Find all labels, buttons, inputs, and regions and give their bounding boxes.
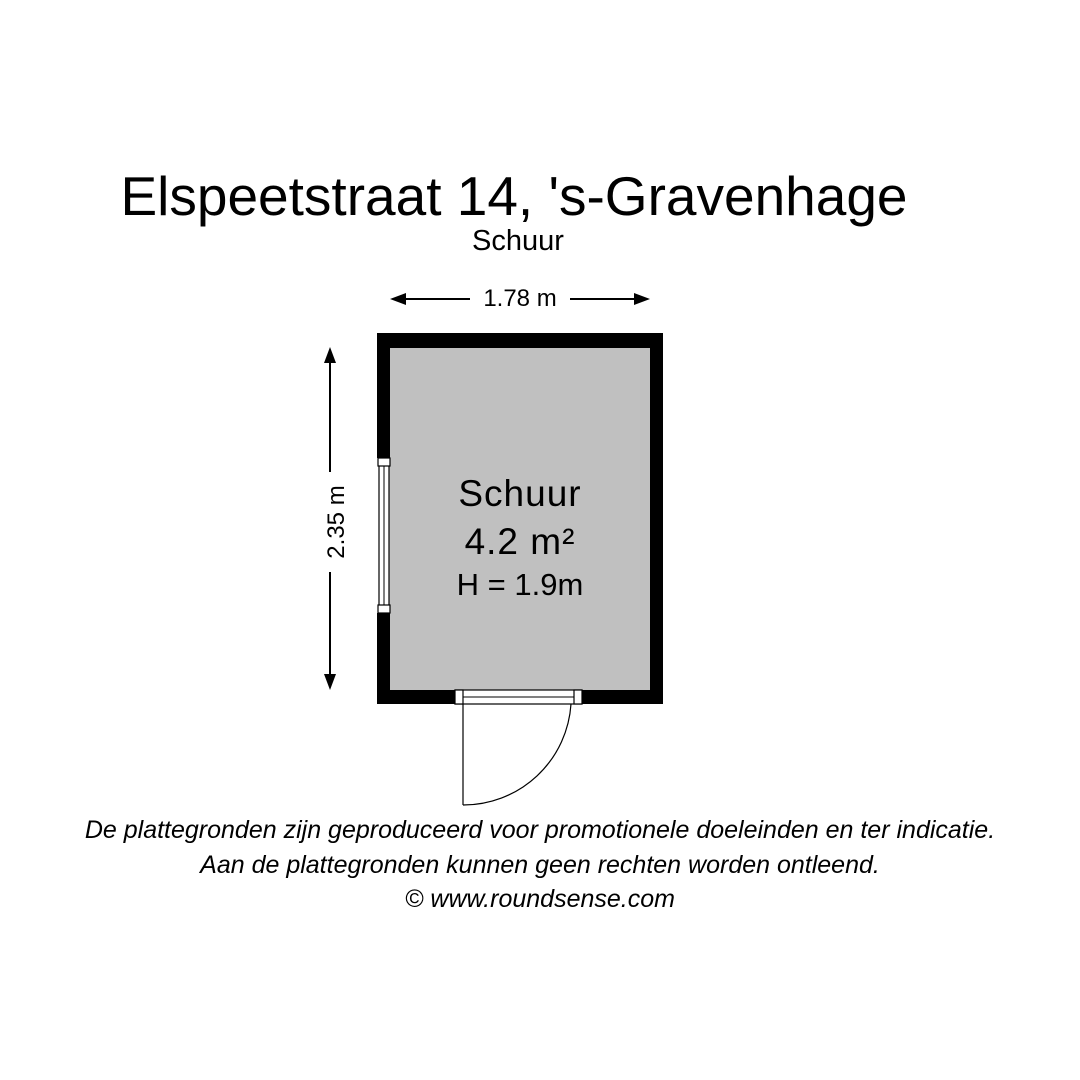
room-height: H = 1.9m xyxy=(456,567,584,602)
wall-bottom-right xyxy=(582,690,663,704)
door-swing-arc xyxy=(463,704,571,805)
dimension-width-label: 1.78 m xyxy=(470,284,570,314)
wall-top xyxy=(377,333,663,348)
disclaimer-line-1: De plattegronden zijn geproduceerd voor promotionele doeleinden en ter indicatie. xyxy=(84,816,996,844)
room-name: Schuur xyxy=(458,473,582,514)
copyright-link: © www.roundsense.com xyxy=(405,885,675,913)
page-title: Elspeetstraat 14, 's-Gravenhage xyxy=(120,165,908,227)
wall-left-upper xyxy=(377,333,390,458)
door xyxy=(455,690,582,805)
wall-right xyxy=(650,333,663,704)
room-floor xyxy=(384,340,656,696)
floor-subtitle: Schuur xyxy=(472,225,564,257)
dimension-depth-label: 2.35 m xyxy=(322,472,352,572)
disclaimer-line-2: Aan de plattegronden kunnen geen rechten worden ontleend. xyxy=(200,851,880,879)
wall-bottom-left xyxy=(377,690,455,704)
room-area: 4.2 m² xyxy=(464,521,576,562)
